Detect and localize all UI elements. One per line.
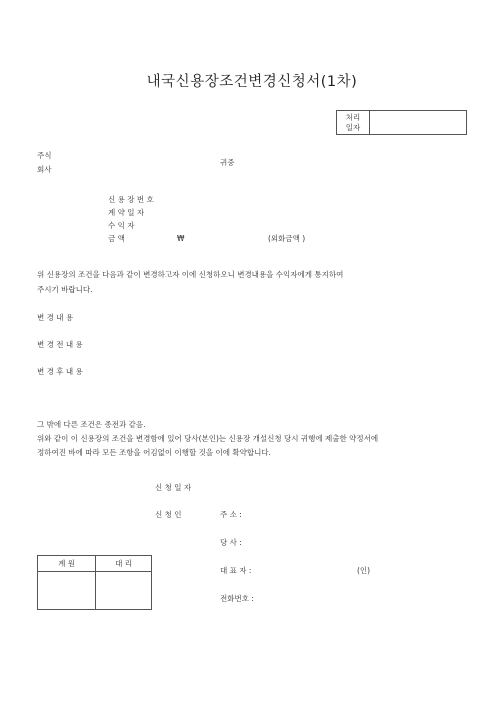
amount-label: 금 액 [108,234,125,243]
addressee-suffix: 귀중 [220,158,235,167]
signature-header-deputy: 대 리 [96,556,152,572]
seal-mark: (인) [357,566,371,575]
address-label: 주 소 : [220,510,242,519]
lc-number-label: 신 용 장 번 호 [108,195,154,204]
signature-header-clerk: 계 원 [38,556,96,572]
processing-label-line2: 일자 [345,122,361,132]
representative-label: 대 표 자 : [220,566,252,575]
application-date-label: 신 청 일 자 [155,483,192,492]
terms-text-line2: 위와 같이 이 신용장의 조건을 변경함에 있어 당사(본인)는 신용장 개설신청 당시 귀행에 제출한 약정서에 [37,434,379,443]
document-title: 내국신용장조건변경신청서(1차) [146,74,358,90]
contract-date-label: 계 약 일 자 [108,208,145,217]
change-after-label: 변 경 후 내 용 [37,367,83,376]
approval-signature-table [37,555,152,610]
terms-text-line1: 그 밖에 다른 조건은 종전과 같음. [37,420,146,429]
phone-label: 전화번호 : [220,594,254,603]
foreign-amount-label: (외화금액 ) [268,234,306,243]
signature-cell-clerk[interactable] [38,572,96,610]
beneficiary-label: 수 익 자 [108,221,135,230]
change-before-label: 변 경 전 내 용 [37,340,83,349]
signature-cell-deputy[interactable] [96,572,152,610]
change-item-label: 변 경 내 용 [37,313,74,322]
request-text-line1: 위 신용장의 조건을 다음과 같이 변경하고자 이에 신청하오니 변경내용을 수익자에게 통지하여 [37,270,344,279]
terms-text-line3: 정하여진 바에 따라 모든 조항을 어김없이 이행할 것을 이에 확약합니다. [37,448,271,457]
addressee-company-line2: 회사 [37,165,52,174]
processing-label-line1: 처리 [345,112,361,122]
request-text-line2: 주시기 바랍니다. [37,285,93,294]
processing-date-value[interactable] [370,111,467,135]
amount-currency-symbol: ₩ [177,234,185,243]
processing-date-box [336,110,467,135]
applicant-label: 신 청 인 [155,510,182,519]
processing-date-label [337,111,370,135]
addressee-company-line1: 주식 [37,151,52,160]
company-label: 당 사 : [220,538,242,547]
